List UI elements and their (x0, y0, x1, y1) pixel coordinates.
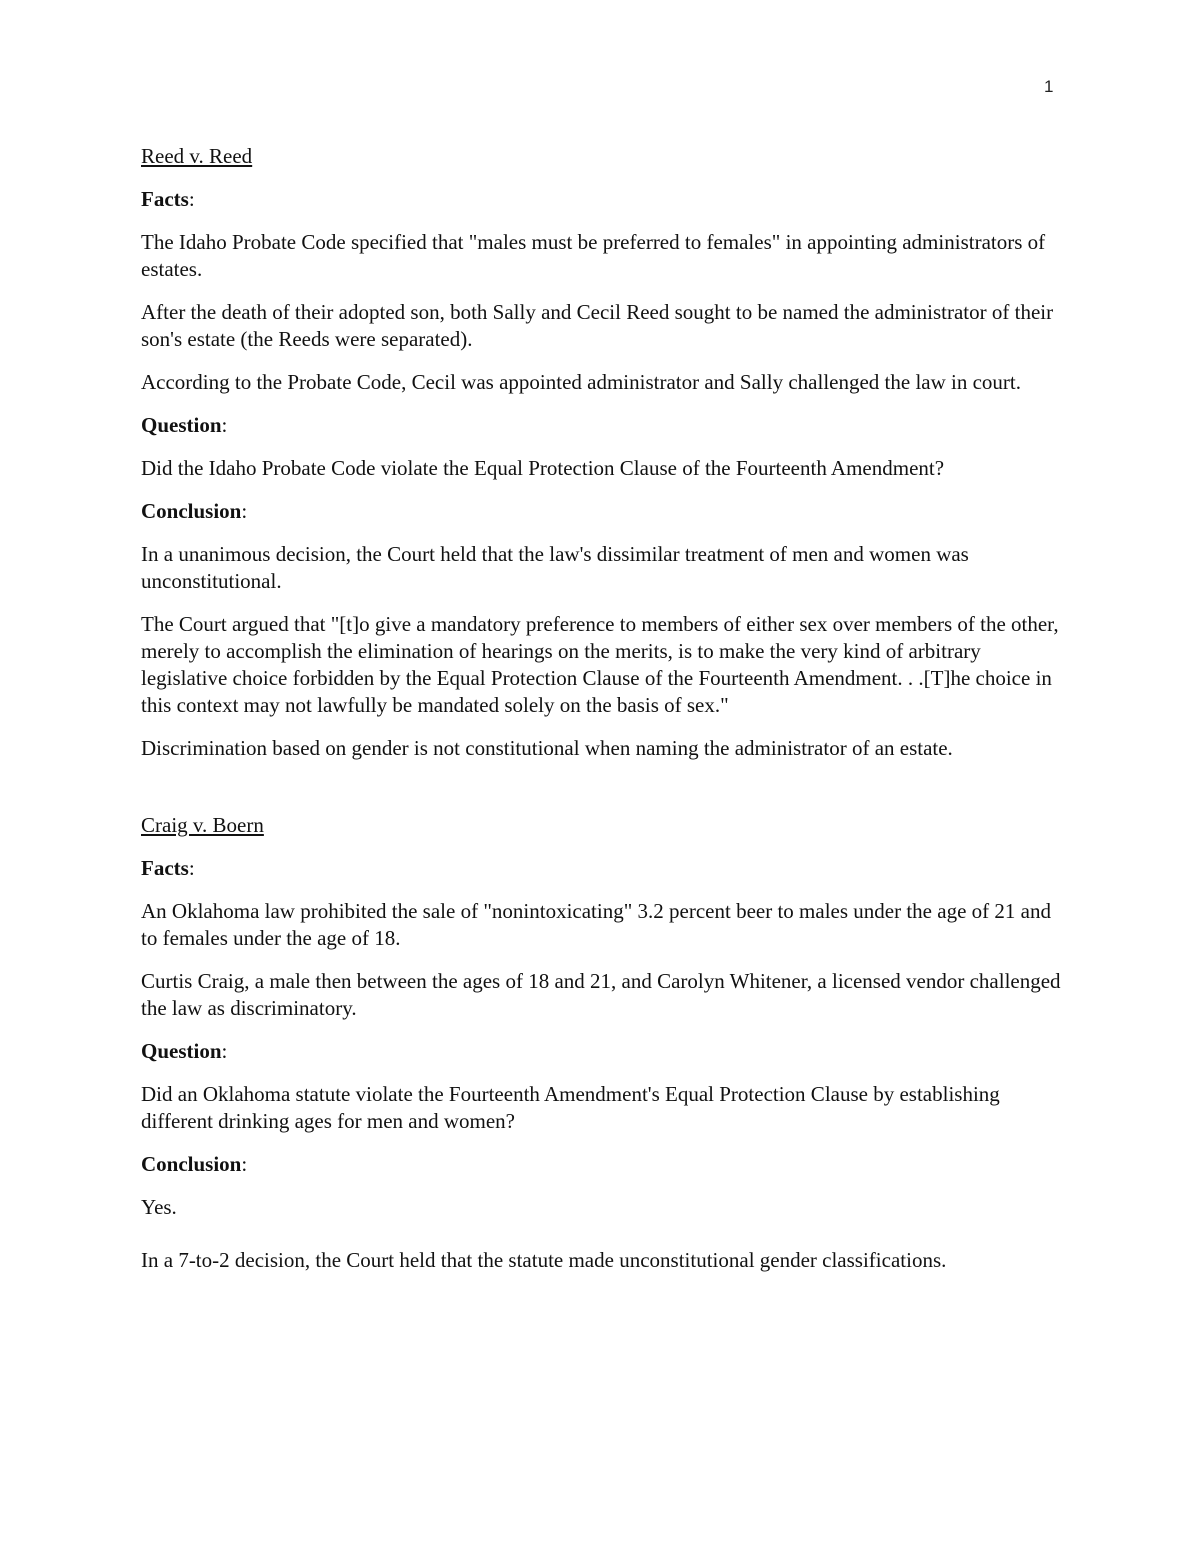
facts-paragraph: After the death of their adopted son, both Sally and Cecil Reed sought to be named the administrator of their son's estate (the Reeds were separated). (141, 300, 1054, 351)
conclusion-paragraph: Discrimination based on gender is not constitutional when naming the administrator of an estate. (141, 736, 953, 760)
facts-heading: Facts: (141, 856, 195, 880)
question-paragraph: Did an Oklahoma statute violate the Fourteenth Amendment's Equal Protection Clause by establishing different drinking ages for men and women? (141, 1082, 1000, 1133)
case-reed-v-reed (141, 143, 1061, 762)
document-body (141, 143, 1061, 1290)
question-paragraph: Did the Idaho Probate Code violate the Equal Protection Clause of the Fourteenth Amendment? (141, 456, 945, 480)
conclusion-paragraph: Yes. (141, 1195, 177, 1219)
facts-paragraph: According to the Probate Code, Cecil was appointed administrator and Sally challenged the law in court. (141, 370, 1022, 394)
facts-paragraph: The Idaho Probate Code specified that "males must be preferred to females" in appointing administrators of estates. (141, 230, 1046, 281)
conclusion-paragraph: The Court argued that "[t]o give a mandatory preference to members of either sex over members of the other, merely to accomplish the elimination of hearings on the merits, is to make the very kind of arbitrary legislative choice forbidden by the Equal Protection Clause of the Fourteenth Amendment. . .[T]he choice in this context may not lawfully be mandated solely on the basis of sex." (141, 612, 1059, 717)
conclusion-paragraph: In a 7-to-2 decision, the Court held that the statute made unconstitutional gender classifications. (141, 1248, 947, 1272)
case-title: Reed v. Reed (141, 144, 253, 168)
facts-paragraph: An Oklahoma law prohibited the sale of "nonintoxicating" 3.2 percent beer to males under the age of 21 and to females under the age of 18. (141, 899, 1051, 950)
question-heading: Question: (141, 1039, 228, 1063)
case-separator (141, 778, 1061, 812)
conclusion-heading: Conclusion: (141, 499, 248, 523)
case-title: Craig v. Boern (141, 813, 264, 837)
conclusion-paragraph: In a unanimous decision, the Court held that the law's dissimilar treatment of men and women was unconstitutional. (141, 542, 969, 593)
facts-heading: Facts: (141, 187, 195, 211)
case-craig-v-boern (141, 812, 1061, 1274)
facts-paragraph: Curtis Craig, a male then between the ages of 18 and 21, and Carolyn Whitener, a licensed vendor challenged the law as discriminatory. (141, 969, 1061, 1020)
page-number: 1 (1044, 77, 1054, 96)
question-heading: Question: (141, 413, 228, 437)
conclusion-heading: Conclusion: (141, 1152, 248, 1176)
